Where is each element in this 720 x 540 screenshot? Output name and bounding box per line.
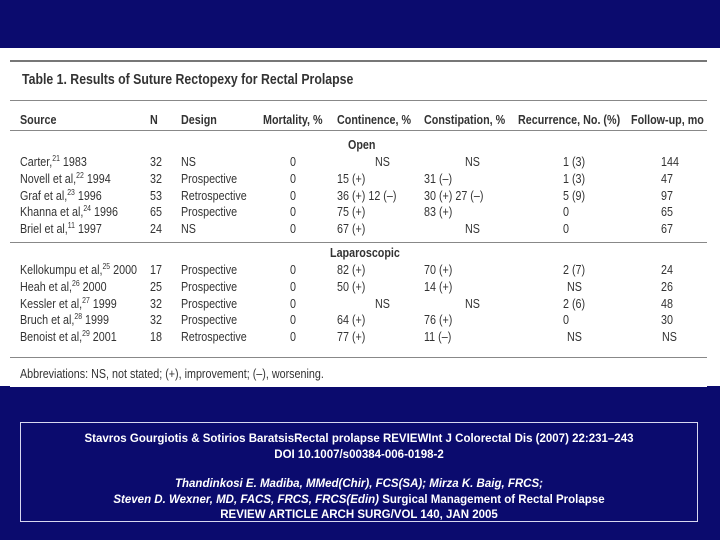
continence-cell: 36 (+) 12 (–) [337, 188, 397, 203]
source-year: 1994 [83, 171, 111, 186]
n-cell: 65 [150, 205, 162, 220]
design-cell: Retrospective [181, 188, 247, 203]
column-header: Design [181, 113, 217, 127]
constipation-cell: NS [465, 296, 480, 311]
n-cell: 25 [150, 279, 162, 294]
design-cell: Prospective [181, 279, 238, 294]
column-header: Constipation, % [424, 113, 506, 127]
reference-number: 26 [72, 278, 80, 288]
constipation-cell: NS [465, 155, 480, 169]
recurrence-cell: 0 [563, 313, 569, 328]
citation-line-3: Thandinkosi E. Madiba, MMed(Chir), FCS(SA); Mirza K. Baig, FRCS; [174, 478, 543, 490]
citation-line-1: Stavros Gourgiotis & Sotirios BaratsisRectal prolapse REVIEWInt J Colorectal Dis (2007) 22:231–243 [84, 433, 634, 445]
reference-number: 11 [67, 221, 75, 231]
column-header: N [150, 113, 158, 127]
recurrence-cell: NS [567, 279, 582, 294]
followup-cell: 67 [661, 222, 673, 237]
design-cell: NS [181, 222, 196, 237]
source-name: Kessler et al, [20, 296, 83, 311]
continence-cell: 75 (+) [337, 205, 366, 220]
header-bottom-rule [10, 130, 707, 131]
design-cell: Prospective [181, 313, 238, 328]
design-cell: NS [181, 155, 196, 169]
source-name: Bruch et al, [20, 313, 75, 328]
source-name: Kellokumpu et al, [20, 263, 103, 277]
constipation-cell: 70 (+) [424, 263, 453, 277]
constipation-cell: 14 (+) [424, 279, 453, 294]
mortality-cell: 0 [290, 263, 296, 277]
header-top-rule [10, 100, 707, 101]
group-separator-rule [10, 242, 707, 243]
source-year: 2000 [110, 263, 138, 277]
constipation-cell: NS [465, 222, 480, 237]
table-bottom-rule [10, 357, 707, 358]
recurrence-cell: 2 (6) [563, 296, 586, 311]
source-cell [20, 297, 117, 311]
continence-cell: 64 (+) [337, 313, 366, 328]
source-name: Khanna et al, [20, 205, 84, 220]
design-cell: Prospective [181, 205, 238, 220]
source-cell [20, 280, 107, 294]
source-year: 1983 [59, 155, 87, 169]
mortality-cell: 0 [290, 296, 296, 311]
source-cell [20, 222, 102, 236]
n-cell: 53 [150, 188, 162, 203]
recurrence-cell: NS [567, 330, 582, 345]
reference-number: 24 [83, 204, 92, 214]
reference-number: 23 [67, 187, 75, 197]
source-cell [20, 189, 102, 203]
followup-cell: 65 [661, 205, 673, 220]
mortality-cell: 0 [290, 222, 296, 237]
recurrence-cell: 0 [563, 222, 569, 237]
recurrence-cell: 5 (9) [563, 188, 586, 203]
n-cell: 18 [150, 330, 162, 345]
mortality-cell: 0 [290, 171, 296, 186]
constipation-cell: 76 (+) [424, 313, 453, 328]
abbreviations-note: Abbreviations: NS, not stated; (+), improvement; (–), worsening. [20, 367, 324, 381]
mortality-cell: 0 [290, 188, 296, 203]
continence-cell: 77 (+) [337, 330, 366, 345]
followup-cell: 47 [661, 171, 673, 186]
citation-box [20, 422, 698, 522]
source-name: Carter, [20, 155, 53, 169]
continence-cell: 67 (+) [337, 222, 366, 237]
reference-number: 21 [52, 153, 60, 163]
mortality-cell: 0 [290, 205, 296, 220]
followup-cell: 97 [661, 188, 673, 203]
reference-number: 28 [74, 312, 83, 322]
source-year: 2001 [89, 330, 117, 345]
n-cell: 32 [150, 171, 162, 186]
source-name: Heah et al, [20, 279, 73, 294]
design-cell: Retrospective [181, 330, 247, 345]
recurrence-cell: 1 (3) [563, 171, 586, 186]
mortality-cell: 0 [290, 330, 296, 345]
constipation-cell: 83 (+) [424, 205, 453, 220]
mortality-cell: 0 [290, 279, 296, 294]
recurrence-cell: 0 [563, 205, 569, 220]
reference-number: 29 [82, 329, 90, 339]
constipation-cell: 30 (+) 27 (–) [424, 188, 484, 203]
citation-title: Surgical Management of Rectal Prolapse [379, 493, 605, 506]
source-name: Novell et al, [20, 171, 77, 186]
citation-line-2: DOI 10.1007/s00384-006-0198-2 [274, 448, 444, 461]
n-cell: 24 [150, 222, 162, 237]
column-header: Recurrence, No. (%) [518, 113, 621, 127]
source-name: Briel et al, [20, 222, 68, 237]
group-label: Open [348, 138, 376, 152]
column-header: Continence, % [337, 113, 412, 127]
citation-line-5: REVIEW ARTICLE ARCH SURG/VOL 140, JAN 2005 [220, 509, 498, 521]
source-cell [20, 205, 118, 219]
n-cell: 32 [150, 313, 162, 328]
column-header: Mortality, % [263, 113, 323, 127]
followup-cell: 30 [661, 313, 673, 328]
reference-number: 25 [102, 261, 111, 271]
source-year: 1999 [89, 296, 117, 311]
source-cell [20, 155, 87, 169]
n-cell: 32 [150, 296, 162, 311]
n-cell: 32 [150, 155, 162, 169]
source-cell [20, 172, 111, 186]
continence-cell: NS [375, 296, 390, 311]
source-year: 1997 [74, 222, 102, 237]
slide-top-bar [0, 0, 720, 48]
source-year: 2000 [79, 279, 107, 294]
n-cell: 17 [150, 263, 162, 277]
source-cell [20, 313, 109, 327]
source-year: 1996 [91, 205, 118, 220]
continence-cell: NS [375, 155, 390, 169]
followup-cell: NS [662, 330, 677, 345]
results-table [10, 60, 707, 387]
source-name: Benoist et al, [20, 330, 83, 345]
source-year: 1996 [74, 188, 102, 203]
mortality-cell: 0 [290, 313, 296, 328]
constipation-cell: 11 (–) [424, 330, 452, 345]
constipation-cell: 31 (–) [424, 171, 453, 186]
citation-line-4 [21, 493, 697, 509]
citation-authors: Steven D. Wexner, MD, FACS, FRCS, FRCS(Edin) [113, 493, 379, 506]
continence-cell: 15 (+) [337, 171, 366, 186]
mortality-cell: 0 [290, 155, 296, 169]
source-cell [20, 263, 137, 277]
table-title: Table 1. Results of Suture Rectopexy for Rectal Prolapse [22, 71, 354, 88]
source-cell [20, 330, 117, 344]
column-header: Follow-up, mo [631, 113, 704, 127]
reference-number: 27 [82, 295, 90, 305]
group-label: Laparoscopic [330, 246, 400, 260]
followup-cell: 48 [661, 296, 673, 311]
reference-number: 22 [76, 170, 84, 180]
design-cell: Prospective [181, 171, 238, 186]
recurrence-cell: 2 (7) [563, 263, 586, 277]
design-cell: Prospective [181, 296, 238, 311]
continence-cell: 82 (+) [337, 263, 366, 277]
source-name: Graf et al, [20, 188, 68, 203]
column-header: Source [20, 113, 57, 127]
recurrence-cell: 1 (3) [563, 155, 586, 169]
followup-cell: 144 [661, 155, 679, 169]
followup-cell: 26 [661, 279, 673, 294]
design-cell: Prospective [181, 263, 238, 277]
continence-cell: 50 (+) [337, 279, 366, 294]
source-year: 1999 [82, 313, 109, 328]
followup-cell: 24 [661, 263, 673, 277]
